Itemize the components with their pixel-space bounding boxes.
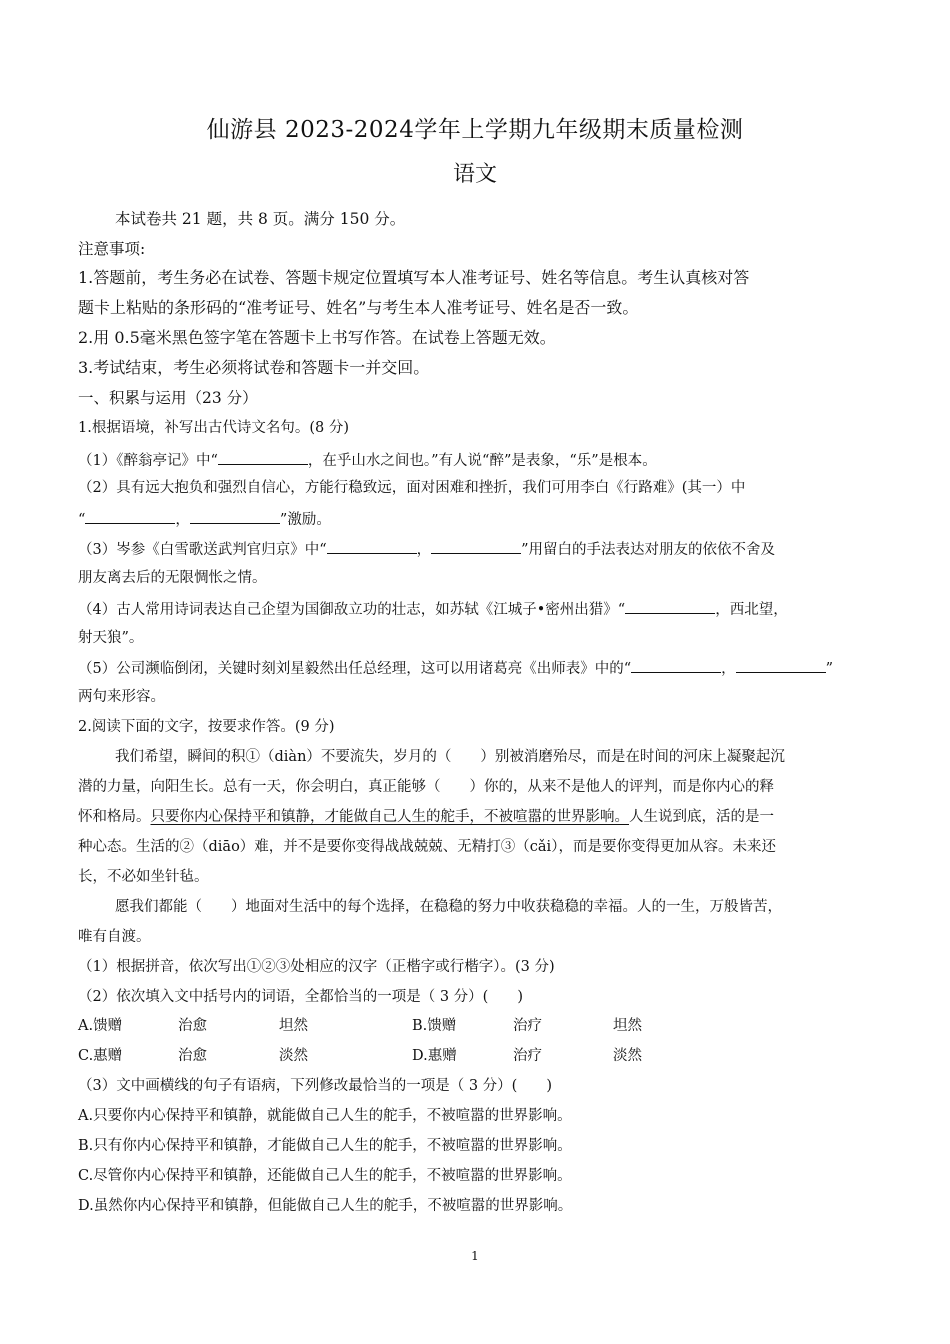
answer-blank[interactable] xyxy=(218,449,308,465)
passage-text: 人生说到底，活的是一 xyxy=(629,809,774,825)
answer-blank[interactable] xyxy=(631,657,721,673)
answer-blank[interactable] xyxy=(736,657,826,673)
notice-item-1-cont: 题卡上粘贴的条形码的“准考证号、姓名”与考生本人准考证号、姓名是否一致。 xyxy=(78,298,639,317)
option-d[interactable]: D.虽然你内心保持平和镇静，但能做自己人生的舵手，不被喧嚣的世界影响。 xyxy=(78,1198,573,1214)
q1-part-4-text-a: （4）古人常用诗词表达自己企望为国御敌立功的壮志，如苏轼《江城子•密州出猎》“ xyxy=(78,602,626,618)
q1-part-5-text-b: ， xyxy=(721,661,736,677)
option-c-word-3: 淡然 xyxy=(279,1048,308,1064)
option-d-word-3: 淡然 xyxy=(613,1048,642,1064)
q1-part-5-text-c: ” xyxy=(825,661,834,677)
passage-line: 长，不必如坐针毡。 xyxy=(78,869,209,885)
q1-part-1 xyxy=(78,449,878,471)
option-a[interactable]: A.只要你内心保持平和镇静，就能做自己人生的舵手，不被喧嚣的世界影响。 xyxy=(78,1108,572,1124)
intro-text: 本试卷共 21 题，共 8 页。满分 150 分。 xyxy=(115,210,406,228)
exam-title: 仙游县 2023-2024学年上学期九年级期末质量检测 xyxy=(206,117,744,143)
q1-part-3 xyxy=(78,538,878,560)
q2-sub-1: （1）根据拼音，依次写出①②③处相应的汉字（正楷字或行楷字）。(3 分) xyxy=(78,959,555,975)
underlined-sentence: 只要你内心保持平和镇静，才能做自己人生的舵手，不被喧嚣的世界影响。 xyxy=(150,809,629,825)
option-a-word-2: 治愈 xyxy=(178,1018,207,1034)
q1-part-5-cont: 两句来形容。 xyxy=(78,689,165,705)
option-b[interactable]: B.只有你内心保持平和镇静，才能做自己人生的舵手，不被喧嚣的世界影响。 xyxy=(78,1138,572,1154)
q1-part-1-text-b: ，在乎山水之间也。”有人说“醉”是表象，“乐”是根本。 xyxy=(307,453,657,469)
q1-part-4 xyxy=(78,598,878,620)
question-2-stem: 2.阅读下面的文字，按要求作答。(9 分) xyxy=(78,719,335,735)
section-heading: 一、积累与运用（23 分） xyxy=(78,389,258,407)
notice-item-2: 2.用 0.5毫米黑色签字笔在答题卡上书写作答。在试卷上答题无效。 xyxy=(78,328,556,347)
passage-line xyxy=(78,807,878,827)
option-c-word-2: 治愈 xyxy=(178,1048,207,1064)
notice-heading: 注意事项: xyxy=(78,240,146,258)
q1-part-2-text-a: “ xyxy=(78,512,86,528)
q1-part-2: （2）具有远大抱负和强烈自信心，方能行稳致远，面对困难和挫折，我们可用李白《行路难》(其一）中 xyxy=(78,480,746,496)
passage-text: 怀和格局。 xyxy=(78,809,151,825)
q1-part-3-text-b: ， xyxy=(416,542,432,558)
q1-part-3-text-c: ”用留白的手法表达对朋友的依依不舍及 xyxy=(521,542,776,558)
q1-part-3-cont: 朋友离去后的无限惆怅之情。 xyxy=(78,570,267,586)
page-number: 1 xyxy=(471,1249,479,1263)
q2-sub-3: （3）文中画横线的句子有语病，下列修改最恰当的一项是（ 3 分）( ) xyxy=(78,1078,552,1094)
notice-item-1: 1.答题前，考生务必在试卷、答题卡规定位置填写本人准考证号、姓名等信息。考生认真核对答 xyxy=(78,268,750,287)
q1-part-5-text-a: （5）公司濒临倒闭，关键时刻刘星毅然出任总经理，这可以用诸葛亮《出师表》中的“ xyxy=(78,661,632,677)
q1-part-2-cont xyxy=(78,508,878,530)
answer-blank[interactable] xyxy=(431,538,521,554)
option-c-word-1[interactable]: C.惠赠 xyxy=(78,1048,123,1064)
q1-part-2-text-c: ”激励。 xyxy=(279,512,331,528)
answer-blank[interactable] xyxy=(625,598,715,614)
subject-title: 语文 xyxy=(452,162,497,187)
q1-part-2-text-b: ， xyxy=(175,512,190,528)
passage-line: 我们希望，瞬间的积①（diàn）不要流失，岁月的（ ）别被消磨殆尽，而是在时间的河床上凝聚起沉 xyxy=(115,749,785,765)
passage-line: 潜的力量，向阳生长。总有一天，你会明白，真正能够（ ）你的，从来不是他人的评判，而是你内心的释 xyxy=(78,779,774,795)
option-a-word-1[interactable]: A.馈赠 xyxy=(78,1018,123,1034)
passage-line: 愿我们都能（ ）地面对生活中的每个选择，在稳稳的努力中收获稳稳的幸福。人的一生，万般皆苦， xyxy=(115,899,782,915)
q1-part-1-text-a: （1）《醉翁亭记》中“ xyxy=(78,453,218,469)
option-b-word-1[interactable]: B.馈赠 xyxy=(412,1018,457,1034)
q2-sub-2: （2）依次填入文中括号内的词语，全都恰当的一项是（ 3 分）( ) xyxy=(78,989,523,1005)
answer-blank[interactable] xyxy=(327,538,417,554)
notice-item-3: 3.考试结束，考生必须将试卷和答题卡一并交回。 xyxy=(78,358,430,377)
passage-line: 唯有自渡。 xyxy=(78,929,151,945)
q1-part-4-text-b: ，西北望， xyxy=(715,602,788,618)
answer-blank[interactable] xyxy=(190,508,280,524)
q1-part-4-cont: 射天狼”。 xyxy=(78,630,144,646)
option-b-word-3: 坦然 xyxy=(613,1018,642,1034)
answer-blank[interactable] xyxy=(85,508,175,524)
option-a-word-3: 坦然 xyxy=(279,1018,308,1034)
passage-line: 种心态。生活的②（diāo）难，并不是要你变得战战兢兢、无精打③（cǎi），而是要你变得更加从容。未来还 xyxy=(78,839,776,855)
q1-part-3-text-a: （3）岑参《白雪歌送武判官归京》中“ xyxy=(78,542,327,558)
option-d-word-1[interactable]: D.惠赠 xyxy=(412,1048,457,1064)
q1-part-5 xyxy=(78,657,878,679)
option-b-word-2: 治疗 xyxy=(513,1018,542,1034)
question-1-stem: 1.根据语境，补写出古代诗文名句。(8 分) xyxy=(78,420,349,436)
option-c[interactable]: C.尽管你内心保持平和镇静，还能做自己人生的舵手，不被喧嚣的世界影响。 xyxy=(78,1168,572,1184)
option-d-word-2: 治疗 xyxy=(513,1048,542,1064)
